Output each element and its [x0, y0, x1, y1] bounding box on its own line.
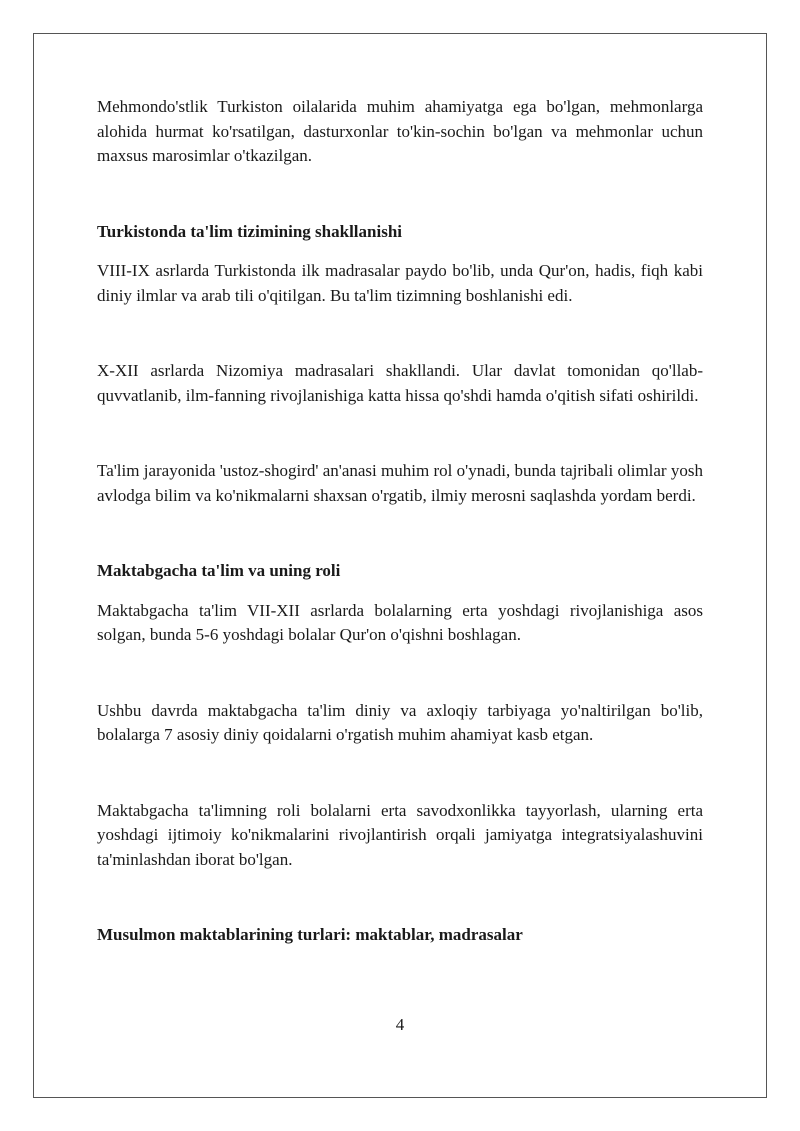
paragraph-preschool-religious: Ushbu davrda maktabgacha ta'lim diniy va axloqiy tarbiyaga yo'naltirilgan bo'lib, bolalarga 7 asosiy diniy qoidalarni o'rgatish muhim ahamiyat kasb etgan. — [97, 700, 703, 744]
paragraph-preschool-origins: Maktabgacha ta'lim VII-XII asrlarda bolalarning erta yoshdagi rivojlanishiga asos solgan, bunda 5-6 yoshdagi bolalar Qur'on o'qishni boshlagan. — [97, 600, 703, 644]
paragraph-nizamiya-madrasas: X-XII asrlarda Nizomiya madrasalari shakllandi. Ular davlat tomonidan qo'llab-quvvatlanib, ilm-fanning rivojlanishiga katta hissa qo'shdi hamda o'qitish sifati oshirildi. — [97, 361, 703, 405]
paragraph-hospitality: Mehmondo'stlik Turkiston oilalarida muhim ahamiyatga ega bo'lgan, mehmonlarga alohida hurmat ko'rsatilgan, dasturxonlar to'kin-sochin bo'lgan va mehmonlar uchun maxsus marosimlar o'tkazilgan. — [97, 97, 703, 165]
heading-preschool-education: Maktabgacha ta'lim va uning roli — [97, 561, 341, 580]
heading-muslim-school-types: Musulmon maktablarining turlari: maktablar, madrasalar — [97, 925, 523, 944]
page-number: 4 — [395, 1015, 405, 1034]
paragraph-first-madrasas: VIII-IX asrlarda Turkistonda ilk madrasalar paydo bo'lib, unda Qur'on, hadis, fiqh kabi diniy ilmlar va arab tili o'qitilgan. Bu ta'lim tizimning boshlanishi edi. — [97, 261, 703, 305]
document-body — [97, 95, 703, 948]
heading-education-system: Turkistonda ta'lim tizimining shakllanishi — [97, 221, 402, 241]
paragraph-preschool-role: Maktabgacha ta'limning roli bolalarni erta savodxonlikka tayyorlash, ularning erta yoshdagi ijtimoiy ko'nikmalarini rivojlantirish orqali jamiyatga integratsiyalashuvini ta'minlashdan iborat bo'lgan. — [97, 800, 703, 869]
paragraph-master-apprentice: Ta'lim jarayonida 'ustoz-shogird' an'anasi muhim rol o'ynadi, bunda tajribali olimlar yosh avlodga bilim va ko'nikmalarni shaxsan o'rgatib, ilmiy merosni saqlashda yordam berdi. — [97, 461, 703, 505]
